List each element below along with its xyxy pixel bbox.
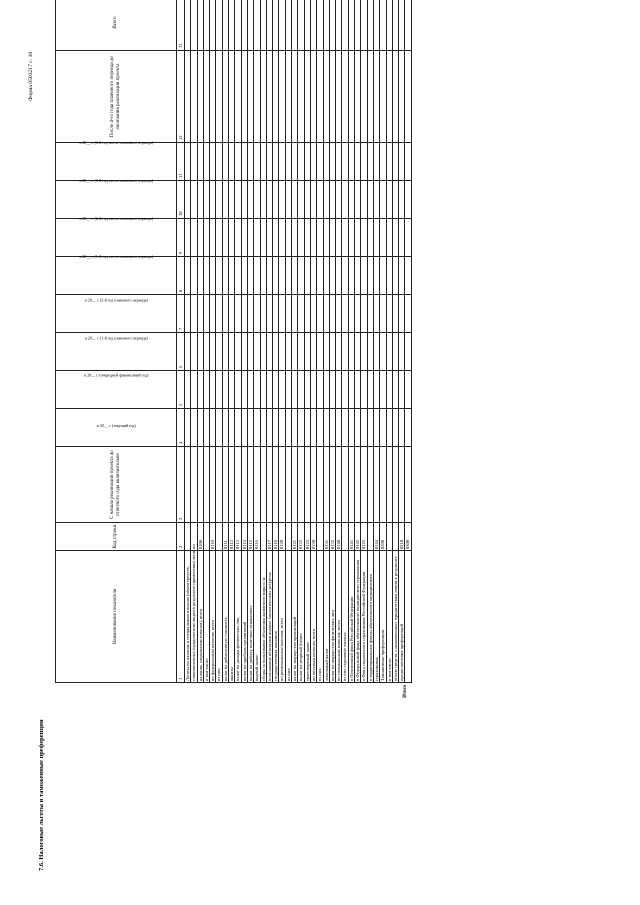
row-name: по федеральным налогам, всего — [210, 551, 216, 683]
row-code: 0121 — [292, 523, 298, 551]
row-code: 0132 — [329, 523, 335, 551]
column-header — [56, 371, 177, 409]
column-number: 2 — [177, 523, 185, 551]
row-name: по региональным налогам, всего — [279, 551, 285, 683]
row-name: налог на прибыль организаций — [241, 551, 247, 683]
column-header — [56, 139, 177, 181]
column-header-text: в 20__ г. (очередной финансовый год) — [84, 372, 149, 378]
column-header-text: в 20__ г. (1-й год после планового периода) — [79, 253, 154, 259]
row-name: из них: — [317, 551, 323, 683]
row-name: в Федеральный фонд обязательного медицинского страхования — [355, 551, 361, 683]
row-code: 0144 — [373, 523, 379, 551]
row-code: 0210 — [399, 523, 405, 551]
column-number-row — [177, 0, 185, 683]
column-header — [56, 295, 177, 333]
column-number: 5 — [177, 371, 185, 409]
row-name: из них: — [216, 551, 222, 683]
column-header-text: в 20__ г. (3-й год после планового периода) — [79, 177, 154, 183]
column-number: 8 — [177, 257, 185, 295]
column-number: 9 — [177, 219, 185, 257]
row-code: 0141 — [348, 523, 354, 551]
total-value-cell[interactable] — [405, 333, 411, 371]
row-code: 0200 — [380, 523, 386, 551]
total-value-cell[interactable] — [405, 0, 411, 51]
column-header-text: Наименование показателя — [113, 588, 119, 645]
column-header-text: Всего — [113, 16, 119, 29]
column-header — [56, 333, 177, 371]
row-name: из них страховые взносы: — [342, 551, 348, 683]
row-name: транспортный налог — [304, 551, 310, 683]
row-name: государственная пошлина — [273, 551, 279, 683]
row-code: 0123 — [304, 523, 310, 551]
row-name: пользование объектами водных биологических ресурсов — [266, 551, 272, 683]
total-value-cell[interactable] — [405, 181, 411, 219]
total-name-cell — [405, 551, 411, 683]
row-name: в Фонд социального страхования Российской Федерации — [361, 551, 367, 683]
row-name: по специальным взносам, всего — [336, 551, 342, 683]
row-code: 0114 — [241, 523, 247, 551]
column-number: 11 — [177, 143, 185, 181]
column-header-text: в 20__ г. (текущий год) — [97, 423, 136, 429]
section-title: 7.6. Налоговые льготы и таможенные преференции — [38, 719, 45, 871]
row-code: 0113 — [235, 523, 241, 551]
column-header — [56, 253, 177, 295]
column-header — [56, 409, 177, 447]
column-number: 12 — [177, 51, 185, 143]
row-code: 0112 — [229, 523, 235, 551]
row-code: 0100 — [197, 523, 203, 551]
row-name: земельный налог — [323, 551, 329, 683]
row-name: Таможенные преференции — [380, 551, 386, 683]
column-number: 1 — [177, 551, 185, 683]
row-name: налог на доходы физических лиц — [235, 551, 241, 683]
column-header-text: в 20__ г. (2-й год планового периода) — [85, 297, 148, 303]
column-header — [56, 51, 177, 143]
column-header — [56, 447, 177, 523]
total-value-cell[interactable] — [405, 143, 411, 181]
row-name: объем средств, сэкономленных юридическим лицом в результате — [392, 551, 398, 683]
total-code: 0300 — [405, 523, 411, 551]
benefits-table — [55, 0, 412, 683]
row-name: страхования — [373, 551, 379, 683]
column-header — [56, 215, 177, 257]
row-code: 0118 — [273, 523, 279, 551]
row-code: 0142 — [355, 523, 361, 551]
row-name: акцизы — [229, 551, 235, 683]
column-header-text: в 20__ г. (1-й год планового периода) — [85, 335, 148, 341]
row-code: 0122 — [298, 523, 304, 551]
row-name: из них: — [285, 551, 291, 683]
column-header-text: в 20__ г. (2-й год после планового периода) — [79, 215, 154, 221]
column-header — [56, 177, 177, 219]
total-value-cell[interactable] — [405, 409, 411, 447]
header-row — [56, 0, 177, 683]
column-header-text: в 20__ г. (4-й год после планового периода) — [79, 139, 154, 145]
row-code: 0140 — [336, 523, 342, 551]
row-name: налог на добычу полезных ископаемых — [247, 551, 253, 683]
column-header-text: Код строки — [113, 524, 119, 549]
row-code: 0110 — [210, 523, 216, 551]
column-header — [56, 0, 177, 51]
row-name: сэкономленных юридическим лицом в результате применения льгот по — [191, 544, 197, 681]
total-value-cell[interactable] — [405, 447, 411, 523]
column-number: 6 — [177, 333, 185, 371]
row-name: в Пенсионный фонд Российской Федерации — [348, 551, 354, 683]
row-name: в территориальные фонды обязательного медицинского — [367, 551, 373, 683]
column-number: 7 — [177, 295, 185, 333]
total-value-cell[interactable] — [405, 219, 411, 257]
row-code: 0116 — [254, 523, 260, 551]
row-name: налог на имущество организаций — [292, 551, 298, 683]
row-name: предоставления преференций — [399, 551, 405, 683]
row-name: налог на игорный бизнес — [298, 551, 304, 683]
row-name: в том числе: — [386, 551, 392, 683]
row-code: 0131 — [323, 523, 329, 551]
column-number: 4 — [177, 409, 185, 447]
column-header-text: С начала реализации проекта до отчетного года включительно — [110, 450, 121, 519]
row-code: 0117 — [266, 523, 272, 551]
row-name: налог на добавленную стоимость — [222, 551, 228, 683]
row-name: водный налог — [254, 551, 260, 683]
total-value-cell[interactable] — [405, 371, 411, 409]
row-name: налогам, социальным взносам), всего — [197, 551, 203, 683]
row-code: 0120 — [279, 523, 285, 551]
column-header-text: После 4-го года планового периода до окончания реализации проекта — [110, 55, 121, 138]
row-name: сборы за пользование объектами животного мира и за — [260, 551, 266, 683]
column-number: 3 — [177, 447, 185, 523]
row-code: 0111 — [222, 523, 228, 551]
row-name: налог на имущество физических лиц — [329, 551, 335, 683]
row-code: 0130 — [310, 523, 316, 551]
row-name: по местным налогам, всего — [310, 551, 316, 683]
total-row — [405, 0, 411, 683]
form-label: Форма 0503217 с. 10 — [28, 51, 34, 101]
row-code: 0115 — [247, 523, 253, 551]
total-value-cell[interactable] — [405, 51, 411, 143]
row-name: в том числе: — [203, 551, 209, 683]
column-header — [56, 523, 177, 551]
total-value-cell[interactable] — [405, 257, 411, 295]
column-number: 13 — [177, 0, 185, 51]
total-label: Итого — [403, 685, 408, 698]
column-header — [56, 551, 177, 683]
total-value-cell[interactable] — [405, 295, 411, 333]
column-number: 10 — [177, 181, 185, 219]
row-name: Льготы по налогам и специальным взносам (объем средств, — [185, 551, 191, 683]
row-code: 0143 — [361, 523, 367, 551]
